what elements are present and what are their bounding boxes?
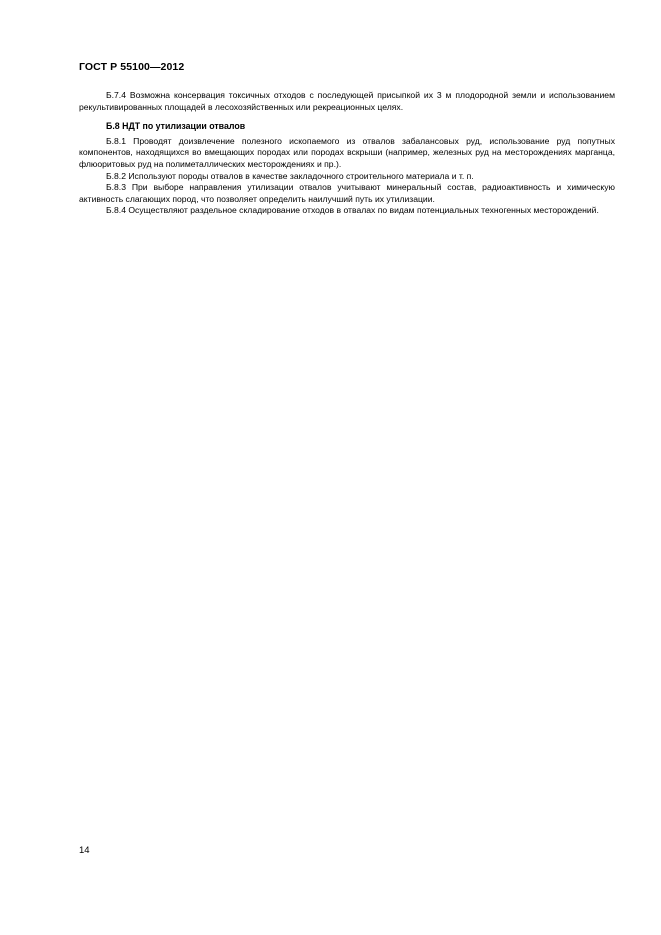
document-header: ГОСТ Р 55100—2012	[79, 61, 185, 73]
page-number: 14	[79, 845, 90, 856]
paragraph-b-8-4: Б.8.4 Осуществляют раздельное складирование отходов в отвалах по видам потенциальных техногенных месторождений.	[106, 205, 599, 216]
document-body	[79, 90, 615, 217]
paragraph-b-8-1: Б.8.1 Проводят доизвлечение полезного ископаемого из отвалов забалансовых руд, использование руд попутных компонентов, находящихся во вмещающих породах или породах вскрыши (например, железных руд на месторождениях марганца, флюоритовых руд на полиметаллических месторождениях и пр.).	[79, 135, 615, 169]
paragraph-b-8-2: Б.8.2 Используют породы отвалов в качестве закладочного строительного материала и т. п.	[106, 170, 474, 181]
paragraph-b-7-4: Б.7.4 Возможна консервация токсичных отходов с последующей присыпкой их 3 м плодородной земли и использованием рекультивированных площадей в лесохозяйственных или рекреационных целях.	[79, 90, 615, 112]
paragraph-b-8-3: Б.8.3 При выборе направления утилизации отвалов учитывают минеральный состав, радиоактивность и химическую активность слагающих пород, что позволяет определить наилучший путь их утилизации.	[79, 182, 615, 204]
section-heading-b-8: Б.8 НДТ по утилизации отвалов	[106, 121, 246, 132]
